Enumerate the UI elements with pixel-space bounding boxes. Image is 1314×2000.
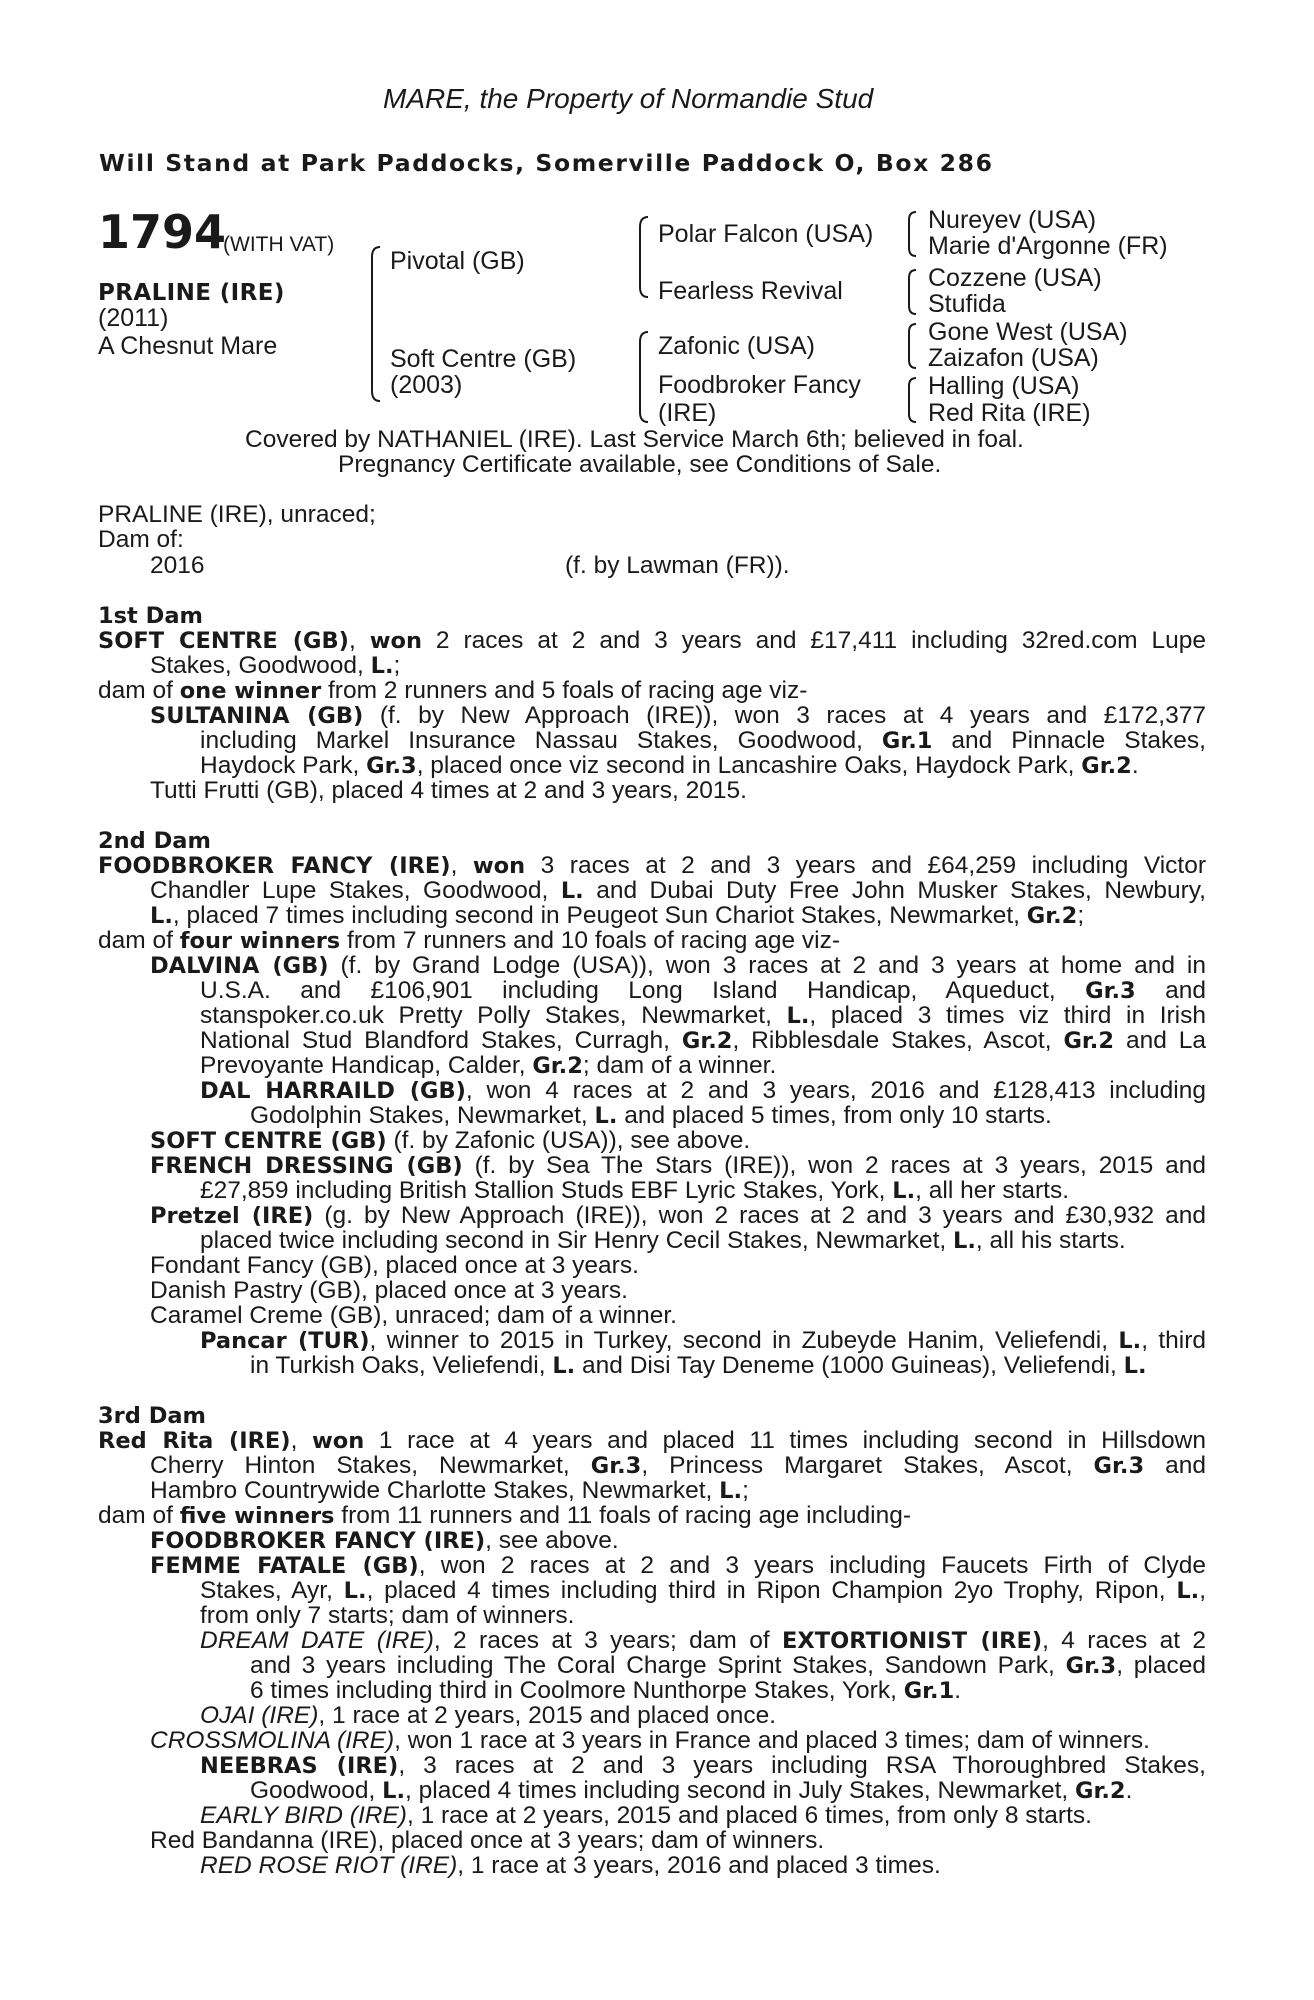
produce-detail: (f. by Lawman (FR)).	[565, 552, 790, 579]
pedigree-brace-g78	[904, 376, 924, 426]
second-dam-record-line1: FOODBROKER FANCY (IRE), won 3 races at 2 and 3 years and £64,259 including Victor	[98, 853, 1206, 879]
third-dam-record-line1: Red Rita (IRE), won 1 race at 4 years and placed 11 times including second in Hillsdown	[98, 1428, 1206, 1454]
neebras-line1: NEEBRAS (IRE), 3 races at 2 and 3 years including RSA Thoroughbred Stakes,	[200, 1753, 1206, 1779]
third-dam-heading: 3rd Dam	[98, 1403, 206, 1429]
pedigree-g7: Halling (USA)	[928, 372, 1080, 400]
sultanina-line2: including Markel Insurance Nassau Stakes, Goodwood, Gr.1 and Pinnacle Stakes,	[200, 728, 1206, 754]
pancar-line2: in Turkish Oaks, Veliefendi, L. and Disi Tay Deneme (1000 Guineas), Veliefendi, L.	[250, 1352, 1147, 1379]
pedigree-dam-sire: Zafonic (USA)	[658, 332, 815, 360]
caramel-creme: Caramel Creme (GB), unraced; dam of a winner.	[150, 1302, 677, 1329]
pedigree-sire-sire: Polar Falcon (USA)	[658, 220, 874, 248]
pedigree-dam-dam: Foodbroker Fancy	[658, 371, 861, 399]
pedigree-dam: Soft Centre (GB)	[390, 345, 577, 373]
neebras-line2: Goodwood, L., placed 4 times including second in July Stakes, Newmarket, Gr.2.	[250, 1777, 1133, 1804]
red-rose-riot: RED ROSE RIOT (IRE), 1 race at 3 years, 2016 and placed 3 times.	[200, 1852, 941, 1879]
third-dam-record-line3: Hambro Countrywide Charlotte Stakes, Newmarket, L.;	[150, 1477, 749, 1504]
femme-fatale-line2: Stakes, Ayr, L., placed 4 times including third in Ripon Champion 2yo Trophy, Ripon, L.,	[200, 1578, 1206, 1604]
dalvina-line1: DALVINA (GB) (f. by Grand Lodge (USA)), won 3 races at 2 and 3 years at home and in	[150, 953, 1206, 979]
pregnancy-note: Pregnancy Certificate available, see Conditions of Sale.	[338, 451, 942, 478]
fondant-fancy: Fondant Fancy (GB), placed once at 3 years.	[150, 1252, 639, 1279]
french-dressing-line1: FRENCH DRESSING (GB) (f. by Sea The Stars (IRE)), won 2 races at 3 years, 2015 and	[150, 1153, 1206, 1179]
produce-dam-of: Dam of:	[98, 526, 184, 553]
first-dam-produce-summary: dam of one winner from 2 runners and 5 foals of racing age viz-	[98, 677, 808, 704]
horse-description: A Chesnut Mare	[98, 332, 278, 360]
second-dam-produce-summary: dam of four winners from 7 runners and 10 foals of racing age viz-	[98, 927, 840, 954]
crossmolina: CROSSMOLINA (IRE), won 1 race at 3 years in France and placed 3 times; dam of winners.	[150, 1727, 1150, 1754]
soft-centre-ref: SOFT CENTRE (GB) (f. by Zafonic (USA)), see above.	[150, 1127, 751, 1154]
first-dam-record-line2: Stakes, Goodwood, L.;	[150, 652, 401, 679]
ojai: OJAI (IRE), 1 race at 2 years, 2015 and placed once.	[200, 1702, 777, 1729]
pedigree-brace-g12	[904, 210, 924, 260]
danish-pastry: Danish Pastry (GB), placed once at 3 years.	[150, 1277, 628, 1304]
produce-year: 2016	[150, 552, 205, 579]
third-dam-record-line2: Cherry Hinton Stakes, Newmarket, Gr.3, Princess Margaret Stakes, Ascot, Gr.3 and	[150, 1453, 1206, 1479]
pancar-line1: Pancar (TUR), winner to 2015 in Turkey, second in Zubeyde Hanim, Veliefendi, L., third	[200, 1328, 1206, 1354]
second-dam-record-line2: Chandler Lupe Stakes, Goodwood, L. and Dubai Duty Free John Musker Stakes, Newbury,	[150, 878, 1206, 904]
pedigree-dam-year: (2003)	[390, 371, 463, 399]
produce-intro: PRALINE (IRE), unraced;	[98, 501, 376, 528]
pedigree-g2: Marie d'Argonne (FR)	[928, 232, 1168, 260]
second-dam-record-line3: L., placed 7 times including second in Peugeot Sun Chariot Stakes, Newmarket, Gr.2;	[150, 902, 1085, 929]
lot-number: 1794	[98, 205, 227, 259]
dalvina-line4: National Stud Blandford Stakes, Curragh, Gr.2, Ribblesdale Stakes, Ascot, Gr.2 and La	[200, 1028, 1206, 1054]
pedigree-g5: Gone West (USA)	[928, 318, 1128, 346]
pedigree-dam-dam-origin: (IRE)	[658, 399, 717, 427]
dream-date-line3: 6 times including third in Coolmore Nunthorpe Stakes, York, Gr.1.	[250, 1677, 962, 1704]
horse-name: PRALINE (IRE)	[98, 280, 285, 306]
pedigree-g6: Zaizafon (USA)	[928, 344, 1099, 372]
pedigree-g1: Nureyev (USA)	[928, 206, 1097, 234]
pedigree-brace-sire	[636, 215, 656, 305]
dream-date-line2: and 3 years including The Coral Charge Sprint Stakes, Sandown Park, Gr.3, placed	[250, 1653, 1206, 1679]
dal-harraild-line1: DAL HARRAILD (GB), won 4 races at 2 and 3 years, 2016 and £128,413 including	[200, 1078, 1206, 1104]
dalvina-line3: stanspoker.co.uk Pretty Polly Stakes, Newmarket, L., placed 3 times viz third in Irish	[200, 1003, 1206, 1029]
vat-note: (WITH VAT)	[223, 233, 335, 256]
pedigree-g4: Stufida	[928, 290, 1006, 318]
french-dressing-line2: £27,859 including British Stallion Studs EBF Lyric Stakes, York, L., all her starts.	[200, 1177, 1070, 1204]
page-title: MARE, the Property of Normandie Stud	[383, 83, 874, 114]
dal-harraild-line2: Godolphin Stakes, Newmarket, L. and placed 5 times, from only 10 starts.	[250, 1102, 1052, 1129]
pedigree-brace-g56	[904, 322, 924, 372]
foodbroker-fancy-ref: FOODBROKER FANCY (IRE), see above.	[150, 1527, 619, 1554]
red-bandanna: Red Bandanna (IRE), placed once at 3 years; dam of winners.	[150, 1827, 825, 1854]
dalvina-line5: Prevoyante Handicap, Calder, Gr.2; dam of a winner.	[200, 1052, 777, 1079]
pedigree-sire-dam: Fearless Revival	[658, 277, 843, 305]
horse-year: (2011)	[98, 304, 169, 332]
femme-fatale-line1: FEMME FATALE (GB), won 2 races at 2 and 3 years including Faucets Firth of Clyde	[150, 1553, 1206, 1579]
pedigree-brace-1	[368, 245, 388, 405]
sultanina-line1: SULTANINA (GB) (f. by New Approach (IRE)), won 3 races at 4 years and £172,377	[150, 703, 1206, 729]
pretzel-line1: Pretzel (IRE) (g. by New Approach (IRE)), won 2 races at 2 and 3 years and £30,932 and	[150, 1203, 1206, 1229]
covering-note: Covered by NATHANIEL (IRE). Last Service March 6th; believed in foal.	[245, 426, 1024, 453]
first-dam-record-line1: SOFT CENTRE (GB), won 2 races at 2 and 3 years and £17,411 including 32red.com Lupe	[98, 628, 1206, 654]
dalvina-line2: U.S.A. and £106,901 including Long Island Handicap, Aqueduct, Gr.3 and	[200, 978, 1206, 1004]
pedigree-brace-g34	[904, 268, 924, 318]
dream-date-line1: DREAM DATE (IRE), 2 races at 3 years; dam of EXTORTIONIST (IRE), 4 races at 2	[200, 1628, 1206, 1654]
sultanina-line3: Haydock Park, Gr.3, placed once viz second in Lancashire Oaks, Haydock Park, Gr.2.	[200, 752, 1139, 779]
pedigree-sire: Pivotal (GB)	[390, 247, 525, 275]
third-dam-produce-summary: dam of five winners from 11 runners and 11 foals of racing age including-	[98, 1502, 911, 1529]
pretzel-line2: placed twice including second in Sir Henry Cecil Stakes, Newmarket, L., all his starts.	[200, 1227, 1126, 1254]
early-bird: EARLY BIRD (IRE), 1 race at 2 years, 2015 and placed 6 times, from only 8 starts.	[200, 1802, 1092, 1829]
femme-fatale-line3: from only 7 starts; dam of winners.	[200, 1602, 575, 1629]
pedigree-g3: Cozzene (USA)	[928, 264, 1102, 292]
first-dam-heading: 1st Dam	[98, 603, 203, 629]
stand-location: Will Stand at Park Paddocks, Somerville Paddock O, Box 286	[99, 149, 994, 177]
pedigree-brace-dam	[636, 330, 656, 430]
second-dam-heading: 2nd Dam	[98, 828, 211, 854]
tutti-frutti: Tutti Frutti (GB), placed 4 times at 2 and 3 years, 2015.	[150, 777, 747, 804]
pedigree-g8: Red Rita (IRE)	[928, 399, 1091, 427]
